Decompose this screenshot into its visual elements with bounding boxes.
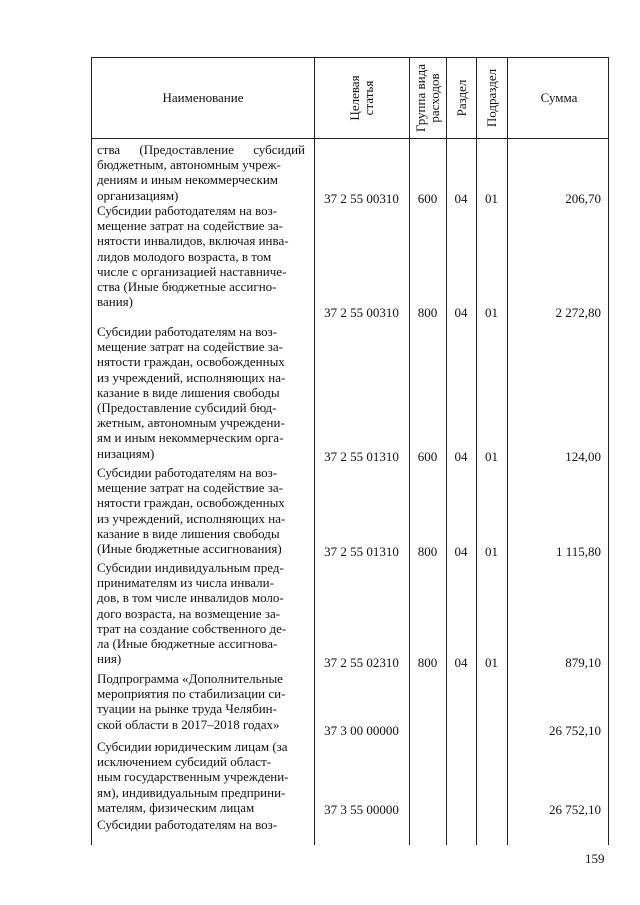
row-name: Субсидии юридическим лицам (за исключением субсидий област- ным государственным учреждени- ям), индивидуальным предприни- мателям, физическим лицам	[97, 739, 289, 815]
row-section: 04	[454, 191, 468, 206]
header-section-cell	[447, 58, 477, 138]
row-target-article: 37 3 00 00000	[324, 723, 399, 738]
row-expense-group: 800	[417, 305, 438, 320]
table-header	[91, 57, 609, 139]
row-sum: 1 115,80	[555, 544, 601, 559]
row-subsection: 01	[485, 305, 498, 320]
table-row	[91, 560, 609, 670]
row-sum: 26 752,10	[549, 723, 601, 738]
table-row	[91, 671, 609, 736]
row-target-article: 37 2 55 01310	[324, 449, 399, 464]
header-target-article: Целевая статья	[347, 75, 376, 121]
row-expense-group: 800	[417, 655, 438, 670]
row-section: 04	[454, 449, 468, 464]
row-name: Подпрограмма «Дополнительные мероприятия по стабилизации си- туации на рынке труда Челябин- ской области в 2017–2018 годах»	[97, 671, 286, 732]
row-target-article: 37 2 55 02310	[324, 655, 399, 670]
row-subsection: 01	[485, 191, 498, 206]
row-target-article: 37 2 55 00310	[324, 191, 399, 206]
row-expense-group: 600	[417, 449, 438, 464]
table-row	[91, 817, 609, 837]
row-sum: 206,70	[565, 191, 601, 206]
row-name: Субсидии работодателям на воз-	[97, 817, 278, 832]
table-row	[91, 324, 609, 464]
row-name: Субсидии работодателям на воз- мещение затрат на содействие за- нятости инвалидов, включая инва- лидов молодого возраста, в том числе с организацией наставниче- ства (Иные бюджетные ассигно- вания)	[97, 203, 289, 310]
header-name-cell	[92, 58, 315, 138]
row-name: ства (Предоставление субсидий бюджетным, автономным учреж- дениям и иным некоммерческим организациям)	[97, 142, 305, 203]
table-row	[91, 142, 609, 210]
table-row	[91, 739, 609, 819]
header-sum-cell	[508, 58, 610, 138]
row-target-article: 37 3 55 00000	[324, 802, 399, 817]
header-expense-group: Группа вида расходов	[413, 64, 442, 132]
row-sum: 879,10	[565, 655, 601, 670]
row-target-article: 37 2 55 01310	[324, 544, 399, 559]
row-subsection: 01	[485, 449, 498, 464]
header-subsection: Подраздел	[484, 68, 499, 128]
row-subsection: 01	[485, 544, 498, 559]
header-target-article-cell	[315, 58, 410, 138]
table-row	[91, 203, 609, 320]
row-section: 04	[454, 655, 468, 670]
row-name: Субсидии работодателям на воз- мещение затрат на содействие за- нятости граждан, освобожденных из учреждений, исполняющих на- казание в виде лишения свободы (Иные бюджетные ассигнования)	[97, 465, 286, 557]
row-section: 04	[454, 544, 468, 559]
row-sum: 26 752,10	[549, 802, 601, 817]
row-subsection: 01	[485, 655, 498, 670]
table-row	[91, 465, 609, 560]
row-name: Субсидии работодателям на воз- мещение затрат на содействие за- нятости граждан, освобожденных из учреждений, исполняющих на- казание в виде лишения свободы (Предоставление субсидий бюд- жетным, автономным учреждени- ям и иным некоммерческим орга- низациям)	[97, 324, 286, 461]
header-subsection-cell	[477, 58, 508, 138]
header-sum: Сумма	[540, 90, 578, 105]
header-name: Наименование	[162, 90, 244, 105]
row-sum: 124,00	[565, 449, 601, 464]
row-target-article: 37 2 55 00310	[324, 305, 399, 320]
row-name: Субсидии индивидуальным пред- принимателям из числа инвали- дов, в том числе инвалидов моло- дого возраста, на возмещение за- трат на создание собственного де- ла (Иные бюджетные ассигнова- ния)	[97, 560, 287, 667]
header-expense-group-cell	[410, 58, 447, 138]
row-sum: 2 272,80	[555, 305, 601, 320]
page-number: 159	[585, 851, 605, 866]
row-expense-group: 800	[417, 544, 438, 559]
row-section: 04	[454, 305, 468, 320]
row-expense-group: 600	[417, 191, 438, 206]
header-section: Раздел	[453, 79, 469, 117]
